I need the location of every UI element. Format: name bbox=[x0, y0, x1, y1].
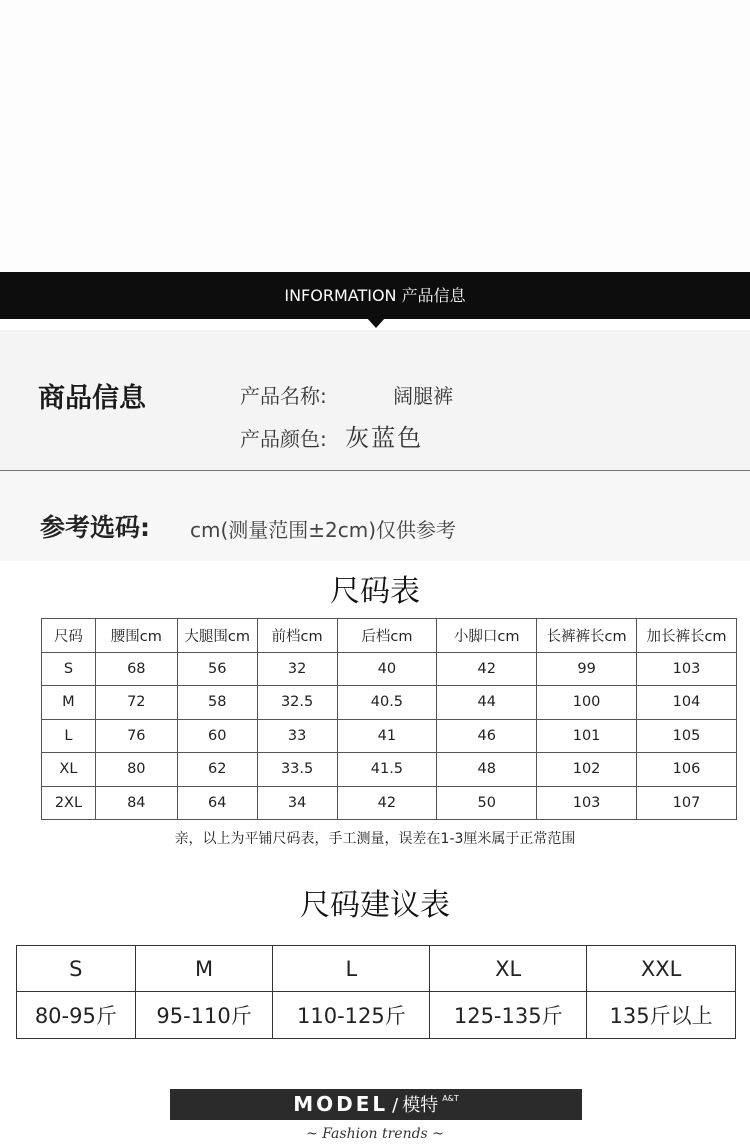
recommend-size-row bbox=[17, 946, 736, 992]
size-chart-cell: 41 bbox=[337, 719, 437, 753]
size-chart-cell: XL bbox=[42, 753, 96, 787]
fashion-tagline: ~ Fashion trends ~ bbox=[306, 1126, 444, 1142]
model-banner-en: MODEL bbox=[293, 1092, 389, 1116]
banner-pointer bbox=[367, 318, 385, 328]
size-chart-cell: 42 bbox=[337, 786, 437, 820]
recommend-weight-cell: 125-135斤 bbox=[430, 992, 587, 1039]
size-chart-header-cell: 后档cm bbox=[337, 619, 437, 653]
size-chart-cell: 50 bbox=[437, 786, 537, 820]
product-color-label: 产品颜色: bbox=[240, 427, 327, 451]
size-chart-cell: 102 bbox=[537, 753, 637, 787]
size-chart-cell: 99 bbox=[537, 652, 637, 686]
size-chart-header-cell: 前档cm bbox=[257, 619, 337, 653]
size-chart-cell: 104 bbox=[637, 686, 737, 720]
size-chart-cell: 80 bbox=[95, 753, 177, 787]
size-chart-cell: 62 bbox=[177, 753, 257, 787]
size-chart-cell: 42 bbox=[437, 652, 537, 686]
size-chart-row bbox=[42, 719, 737, 753]
recommend-weight-cell: 110-125斤 bbox=[273, 992, 430, 1039]
product-name-value: 阔腿裤 bbox=[393, 384, 454, 408]
recommend-weight-cell: 80-95斤 bbox=[17, 992, 136, 1039]
size-chart-header-cell: 加长裤长cm bbox=[637, 619, 737, 653]
size-chart-cell: 48 bbox=[437, 753, 537, 787]
size-chart-row bbox=[42, 686, 737, 720]
size-chart-cell: 68 bbox=[95, 652, 177, 686]
size-chart-cell: 101 bbox=[537, 719, 637, 753]
size-chart-cell: 72 bbox=[95, 686, 177, 720]
size-chart-cell: 60 bbox=[177, 719, 257, 753]
information-banner-label: INFORMATION 产品信息 bbox=[284, 286, 466, 305]
size-chart-cell: 100 bbox=[537, 686, 637, 720]
product-color-value: 灰蓝色 bbox=[345, 424, 424, 452]
recommend-size-cell: XXL bbox=[587, 946, 736, 992]
model-banner-slash: / bbox=[392, 1095, 399, 1116]
top-image-area bbox=[0, 0, 750, 272]
model-banner-sup: A&T bbox=[442, 1094, 459, 1103]
size-chart-header-cell: 长裤裤长cm bbox=[537, 619, 637, 653]
model-banner bbox=[170, 1089, 582, 1120]
size-chart-header-row bbox=[42, 619, 737, 653]
size-chart-cell: L bbox=[42, 719, 96, 753]
recommend-size-cell: L bbox=[273, 946, 430, 992]
product-info-heading: 商品信息 bbox=[38, 383, 146, 414]
size-chart-header-cell: 腰围cm bbox=[95, 619, 177, 653]
size-chart-cell: 105 bbox=[637, 719, 737, 753]
size-chart-cell: 32.5 bbox=[257, 686, 337, 720]
recommend-size-cell: M bbox=[135, 946, 273, 992]
product-color-row bbox=[240, 418, 423, 453]
size-chart-title: 尺码表 bbox=[330, 574, 420, 609]
reference-size-label: 参考选码: bbox=[40, 513, 150, 542]
size-chart-cell: 46 bbox=[437, 719, 537, 753]
recommend-weight-cell: 135斤以上 bbox=[587, 992, 736, 1039]
size-chart-row bbox=[42, 786, 737, 820]
size-chart-header-cell: 小脚口cm bbox=[437, 619, 537, 653]
size-chart-cell: 40.5 bbox=[337, 686, 437, 720]
recommend-table bbox=[16, 945, 736, 1039]
size-chart-cell: 40 bbox=[337, 652, 437, 686]
product-name-label: 产品名称: bbox=[240, 384, 327, 408]
size-chart-cell: S bbox=[42, 652, 96, 686]
size-chart-cell: 33 bbox=[257, 719, 337, 753]
product-name-row bbox=[240, 380, 453, 409]
size-chart-cell: M bbox=[42, 686, 96, 720]
size-chart-cell: 106 bbox=[637, 753, 737, 787]
model-banner-cn: 模特 bbox=[402, 1095, 439, 1116]
size-chart-cell: 76 bbox=[95, 719, 177, 753]
reference-size-note: cm(测量范围±2cm)仅供参考 bbox=[190, 518, 457, 542]
size-chart-note: 亲，以上为平铺尺码表，手工测量，误差在1-3厘米属于正常范围 bbox=[174, 831, 576, 847]
size-chart-row bbox=[42, 753, 737, 787]
recommend-size-cell: XL bbox=[430, 946, 587, 992]
size-chart-row bbox=[42, 652, 737, 686]
recommend-size-cell: S bbox=[17, 946, 136, 992]
size-chart-cell: 58 bbox=[177, 686, 257, 720]
size-chart-cell: 103 bbox=[637, 652, 737, 686]
size-chart-cell: 32 bbox=[257, 652, 337, 686]
recommend-chart-title: 尺码建议表 bbox=[300, 888, 450, 923]
size-chart-cell: 107 bbox=[637, 786, 737, 820]
size-chart-cell: 56 bbox=[177, 652, 257, 686]
size-chart-table bbox=[41, 618, 737, 820]
size-chart-header-cell: 尺码 bbox=[42, 619, 96, 653]
size-chart-cell: 2XL bbox=[42, 786, 96, 820]
size-chart-cell: 64 bbox=[177, 786, 257, 820]
size-chart-cell: 41.5 bbox=[337, 753, 437, 787]
size-chart-header-cell: 大腿围cm bbox=[177, 619, 257, 653]
size-chart-cell: 44 bbox=[437, 686, 537, 720]
size-chart-cell: 103 bbox=[537, 786, 637, 820]
size-chart-cell: 34 bbox=[257, 786, 337, 820]
recommend-weight-cell: 95-110斤 bbox=[135, 992, 273, 1039]
size-chart-cell: 84 bbox=[95, 786, 177, 820]
size-chart-cell: 33.5 bbox=[257, 753, 337, 787]
information-banner bbox=[0, 272, 750, 319]
recommend-weight-row bbox=[17, 992, 736, 1039]
